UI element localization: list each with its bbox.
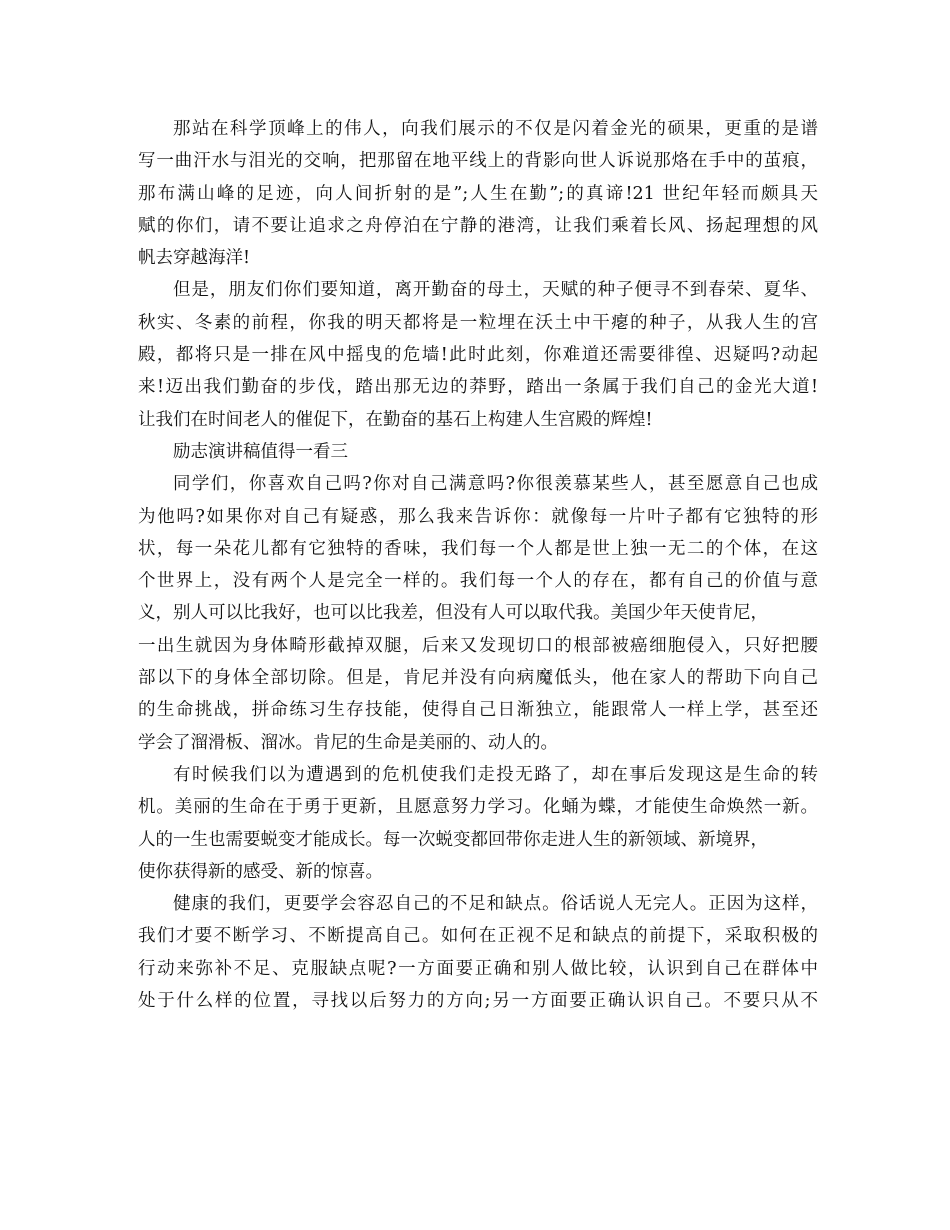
paragraph-self-worth-line: 个世界上，没有两个人是完全一样的。我们每一个人的存在，都有自己的价值与意 — [138, 571, 818, 592]
paragraph-scientist-line: 帆去穿越海洋! — [138, 248, 251, 269]
document-body — [138, 113, 818, 1017]
paragraph-diligence-line: 来!迈出我们勤奋的步伐，踏出那无边的莽野，踏出一条属于我们自己的金光大道! — [138, 377, 818, 398]
paragraph-diligence-line: 秋实、冬素的前程，你我的明天都将是一粒埋在沃土中干瘪的种子，从我人生的宫 — [138, 312, 818, 333]
paragraph-shortcomings-line: 我们才要不断学习、不断提高自己。如何在正视不足和缺点的前提下，采取积极的 — [138, 926, 818, 947]
paragraph-transformation-line: 使你获得新的感受、新的惊喜。 — [138, 861, 383, 882]
paragraph-self-worth-line: 状，每一朵花儿都有它独特的香味，我们每一个人都是世上独一无二的个体，在这 — [138, 538, 818, 559]
paragraph-self-worth-line: 学会了溜滑板、溜冰。肯尼的生命是美丽的、动人的。 — [138, 732, 558, 753]
paragraph-shortcomings-line: 行动来弥补不足、克服缺点呢?一方面要正确和别人做比较，认识到自己在群体中 — [138, 958, 818, 979]
paragraph-diligence-line: 殿，都将只是一排在风中摇曳的危墙!此时此刻，你难道还需要徘徨、迟疑吗?动起 — [138, 345, 818, 366]
paragraph-shortcomings-line: 处于什么样的位置，寻找以后努力的方向;另一方面要正确认识自己。不要只从不 — [138, 991, 818, 1012]
paragraph-transformation-line: 人的一生也需要蜕变才能成长。每一次蜕变都回带你走进人生的新领域、新境界， — [138, 829, 768, 850]
paragraph-shortcomings-line: 健康的我们，更要学会容忍自己的不足和缺点。俗话说人无完人。正因为这样， — [173, 894, 818, 915]
paragraph-transformation-line: 有时候我们以为遭遇到的危机使我们走投无路了，却在事后发现这是生命的转 — [173, 764, 818, 785]
paragraph-scientist-line: 那站在科学顶峰上的伟人，向我们展示的不仅是闪着金光的硕果，更重的是谱 — [173, 119, 818, 139]
paragraph-self-worth-line: 一出生就因为身体畸形截掉双腿，后来又发现切口的根部被癌细胞侵入，只好把腰 — [138, 635, 818, 656]
paragraph-self-worth-line: 为他吗?如果你对自己有疑惑，那么我来告诉你：就像每一片叶子都有它独特的形 — [138, 506, 818, 527]
paragraph-scientist-line: 那布满山峰的足迹，向人间折射的是”;人生在勤”;的真谛!21 世纪年轻而颇具天 — [138, 183, 818, 204]
paragraph-self-worth-line: 同学们，你喜欢自己吗?你对自己满意吗?你很羡慕某些人，甚至愿意自己也成 — [173, 474, 818, 495]
paragraph-scientist-line: 写一曲汗水与泪光的交响，把那留在地平线上的背影向世人诉说那烙在手中的茧痕， — [138, 151, 818, 172]
paragraph-self-worth-line: 部以下的身体全部切除。但是，肯尼并没有向病魔低头，他在家人的帮助下向自己 — [138, 668, 818, 689]
paragraph-diligence-line: 让我们在时间老人的催促下，在勤奋的基石上构建人生宫殿的辉煌! — [138, 409, 653, 430]
paragraph-scientist-line: 赋的你们，请不要让追求之舟停泊在宁静的港湾，让我们乘着长风、扬起理想的风 — [138, 215, 818, 236]
paragraph-transformation-line: 机。美丽的生命在于勇于更新，且愿意努力学习。化蛹为蝶，才能使生命焕然一新。 — [138, 797, 818, 818]
paragraph-self-worth-line: 义，别人可以比我好，也可以比我差，但没有人可以取代我。美国少年天使肯尼， — [138, 603, 768, 624]
section-heading: 励志演讲稿值得一看三 — [173, 441, 348, 462]
paragraph-self-worth-line: 的生命挑战，拼命练习生存技能，使得自己日渐独立，能跟常人一样上学，甚至还 — [138, 700, 818, 721]
paragraph-diligence-line: 但是，朋友们你们要知道，离开勤奋的母土，天赋的种子便寻不到春荣、夏华、 — [173, 280, 818, 301]
